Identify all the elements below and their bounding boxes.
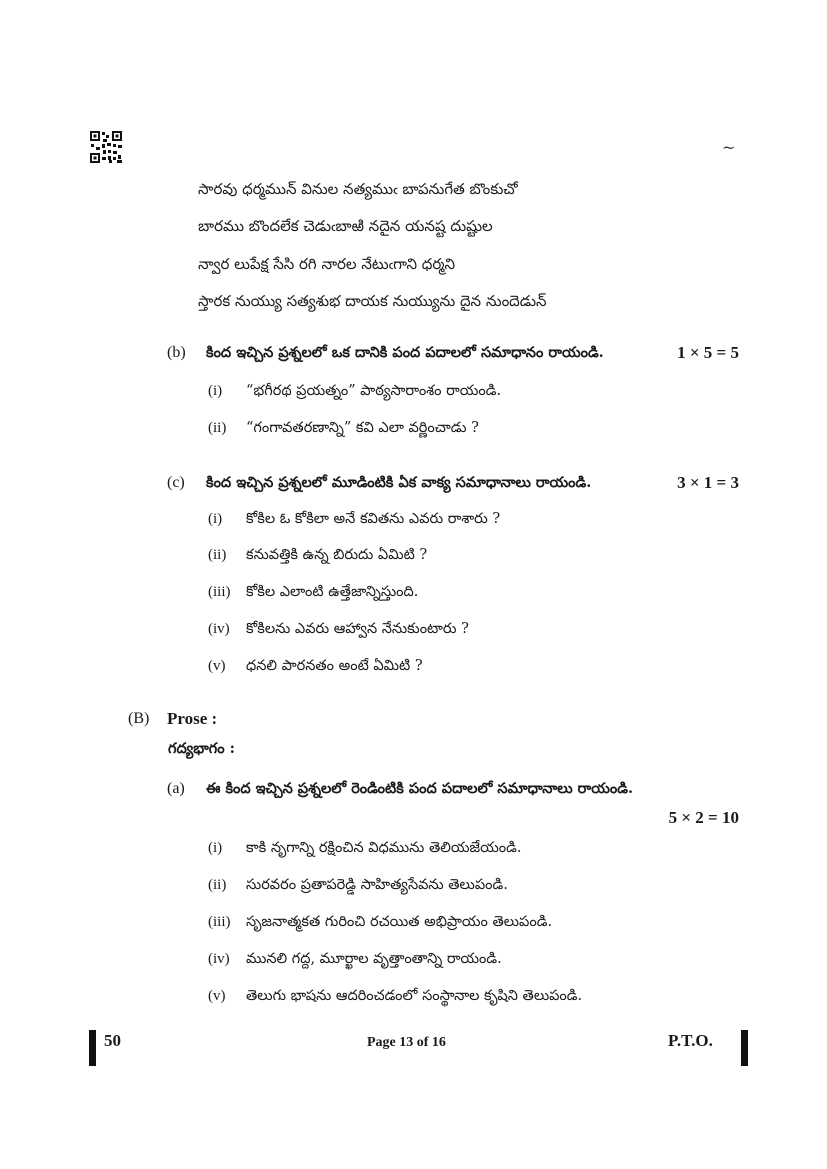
- section-c-item-4-text: కోకిలను ఎవరు ఆహ్వాన నేనుకుంటారు ?: [246, 621, 469, 637]
- section-c-item-5-text: ధనలి పారనతం అంటే ఏమిటి ?: [246, 658, 423, 674]
- prose-title: Prose :: [167, 709, 218, 728]
- prose-a-item-4-text: మునలి గద్ద, మూర్ఖాల వృత్తాంతాన్ని రాయండి.: [246, 951, 502, 967]
- prose-a-item-1-num: (i): [208, 840, 223, 856]
- prose-a-item-3-num: (iii): [208, 914, 231, 930]
- section-c-item-1-text: కోకిల ఓ కోకిలా అనే కవితను ఎవరు రాశారు ?: [246, 511, 501, 527]
- section-c-item-2-text: కనువత్తికి ఉన్న బిరుదు ఏమిటి ?: [246, 547, 428, 563]
- footer-right-bar: [741, 1030, 748, 1066]
- footer-pto: P.T.O.: [668, 1031, 713, 1050]
- prose-a-item-2-text: సురవరం ప్రతాపరెడ్డి సాహిత్యసేవను తెలుపండి.: [246, 877, 508, 893]
- section-b-marks: 1 × 5 = 5: [677, 343, 739, 362]
- poem-line-1: సారవు ధర్మమున్ వినుల నత్యముఁ బాపనుగేత బొంకుచో: [198, 180, 518, 198]
- footer-left-bar: [89, 1030, 96, 1066]
- section-c-item-2-num: (ii): [208, 547, 227, 563]
- section-b-item-1-num: (i): [208, 383, 223, 399]
- prose-telugu-title: గద్యభాగం :: [168, 740, 235, 757]
- prose-a-item-2-num: (ii): [208, 877, 227, 893]
- poem-line-4: స్తారక నుయ్యు సత్యశుభ దాయక నుయ్యును దైన నుందెడున్: [198, 292, 547, 310]
- section-b-item-1-text: “భగీరథ ప్రయత్నం” పాఠ్యసారాంశం రాయండి.: [246, 383, 502, 399]
- section-c-label: (c): [167, 474, 185, 491]
- section-c-question: కింద ఇచ్చిన ప్రశ్నలలో మూడింటికి ఏక వాక్య సమాధానాలు రాయండి.: [206, 474, 592, 491]
- footer-code: 50: [104, 1031, 121, 1050]
- section-c-item-1-num: (i): [208, 511, 223, 527]
- prose-a-marks: 5 × 2 = 10: [668, 808, 739, 827]
- section-c-item-3-text: కోకిల ఎలాంటి ఉత్తేజాన్నిస్తుంది.: [246, 584, 419, 600]
- section-c-marks: 3 × 1 = 3: [677, 473, 739, 492]
- poem-line-3: న్వార లుపేక్ష సేసి రగి నారల నేటుఁగాని ధర్మని: [198, 255, 456, 273]
- section-c-item-5-num: (v): [208, 658, 226, 674]
- section-c-item-3-num: (iii): [208, 584, 231, 600]
- footer-page-number: Page 13 of 16: [367, 1035, 446, 1050]
- poem-line-2: బారము బొందలేక చెడుఁబాఱి నదైన యనష్ట దుష్టుల: [198, 217, 493, 235]
- section-b-item-2-text: “గంగావతరణాన్ని” కవి ఎలా వర్ణించాడు ?: [246, 420, 479, 436]
- section-c-item-4-num: (iv): [208, 621, 230, 637]
- prose-a-question: ఈ కింద ఇచ్చిన ప్రశ్నలలో రెండింటికి పంద పదాలలో సమాధానాలు రాయండి.: [206, 780, 633, 797]
- section-b-question: కింద ఇచ్చిన ప్రశ్నలలో ఒక దానికి పంద పదాలలో సమాధానం రాయండి.: [206, 344, 604, 361]
- prose-a-label: (a): [167, 780, 185, 797]
- prose-a-item-3-text: సృజనాత్మకత గురించి రచయిత అభిప్రాయం తెలుపండి.: [246, 914, 553, 930]
- prose-a-item-5-num: (v): [208, 988, 226, 1004]
- prose-label: (B): [128, 710, 150, 727]
- section-b-item-2-num: (ii): [208, 420, 227, 436]
- qr-code: [89, 130, 123, 164]
- header-tilde: ~: [722, 138, 736, 157]
- prose-a-item-5-text: తెలుగు భాషను ఆదరించడంలో సంస్థానాల కృషిని తెలుపండి.: [246, 988, 583, 1004]
- prose-a-item-4-num: (iv): [208, 951, 230, 967]
- prose-a-item-1-text: కాకి నృగాన్ని రక్షించిన విధమును తెలియజేయండి.: [246, 840, 522, 856]
- section-b-label: (b): [167, 344, 186, 361]
